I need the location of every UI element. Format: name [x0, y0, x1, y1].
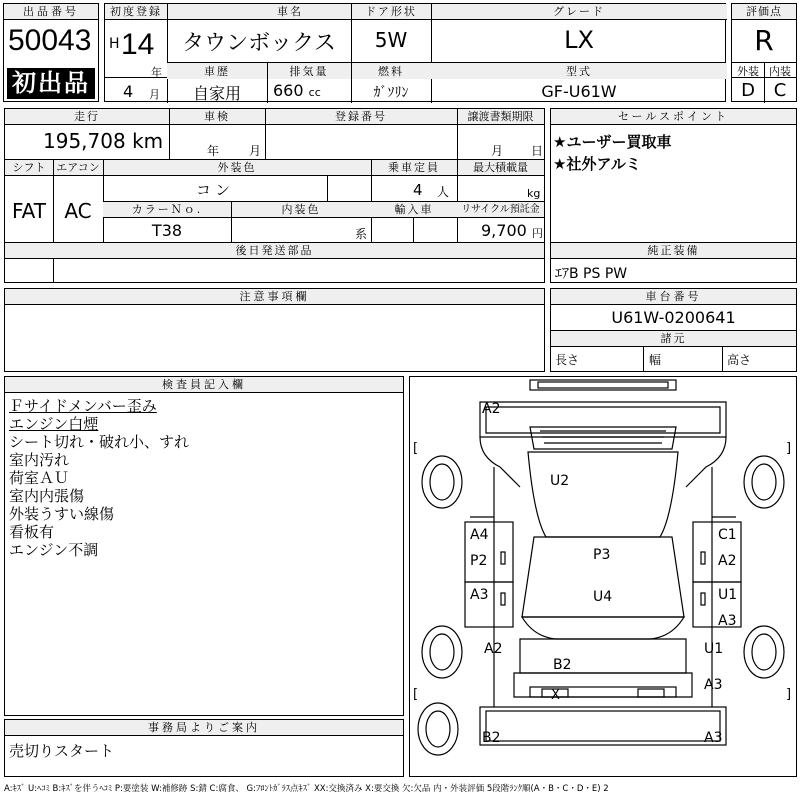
sales-item-1: ★ユーザー買取車	[553, 133, 672, 151]
capacity-label: 乗車定員	[371, 160, 457, 176]
transfer-day-unit: 日	[531, 144, 544, 158]
ac-label: エアコン	[53, 160, 103, 176]
shift-label: シフト	[5, 160, 53, 176]
color-value: コン	[195, 181, 234, 199]
reg-label: 初度登録	[105, 4, 167, 20]
chassis-number: U61W-0200641	[611, 308, 736, 327]
transfer-month-unit: 月	[491, 144, 504, 158]
shift-value: FAT	[11, 199, 46, 223]
mark-a3-front: A3	[704, 730, 723, 746]
sales-points	[550, 108, 797, 283]
mark-c1: C1	[718, 527, 737, 543]
reg-year-unit: 年	[151, 66, 162, 79]
inspector-line: Ｆサイドメンバー歪み	[9, 397, 157, 415]
displacement-value	[273, 81, 321, 100]
interior-color-label: 内装色	[231, 202, 371, 218]
mark-a2-rear: A2	[482, 401, 501, 417]
model-value: GF-U61W	[541, 82, 617, 101]
mileage-number: 195,708	[43, 129, 126, 153]
reg-era: H	[109, 36, 120, 52]
color-no-label: カラーＮｏ.	[103, 202, 231, 218]
inspector-box	[4, 376, 404, 716]
color-no-value: T38	[151, 221, 183, 240]
first-listing-badge: 初出品	[7, 68, 95, 99]
mileage-unit: km	[132, 129, 164, 153]
mileage-value	[43, 129, 163, 153]
chassis-label: 車台番号	[551, 289, 796, 305]
inspector-label: 検査員記入欄	[5, 377, 403, 393]
displacement-label: 排気量	[267, 63, 351, 79]
grade-label: グレード	[431, 4, 727, 20]
recycle-unit: 円	[532, 227, 543, 240]
office-text: 売切りスタート	[9, 742, 115, 760]
car-name-label: 車名	[167, 4, 413, 20]
int-grade-label: 内装	[769, 65, 791, 78]
inspection-year-unit: 年	[207, 144, 220, 158]
mark-u2: U2	[550, 473, 570, 489]
color-label: 外装色	[103, 160, 371, 176]
mark-a3-left: A3	[470, 587, 489, 603]
score-label: 評価点	[732, 4, 796, 20]
chassis-box	[550, 288, 797, 372]
mark-u1-lower: U1	[704, 641, 724, 657]
load-unit: kg	[527, 187, 541, 200]
recycle-value: 9,700	[481, 221, 527, 240]
score-cell	[731, 3, 797, 102]
later-parts-label: 後日発送部品	[5, 243, 544, 259]
bracket-right-top: ]	[786, 441, 792, 456]
ac-value: AC	[64, 199, 92, 223]
mark-a3-front-right: A3	[704, 677, 723, 693]
legend: A:ｷｽﾞ U:ﾍｺﾐ B:ｷｽﾞを伴うﾍｺﾐ P:要塗装 W:補修跡 S:錆 C:腐食、 G:ﾌﾛﾝﾄｶﾞﾗｽ点ｷｽﾞ XX:交換済み X:要交換 欠:欠品 内・外装評価 5段階ﾗﾝｸ順(A・B・C・D・E) 2	[4, 784, 609, 794]
inspector-line: 看板有	[9, 523, 55, 541]
history-label: 車歴	[167, 63, 267, 79]
inspector-line: エンジン白煙	[9, 415, 99, 433]
capacity-value: 4	[413, 181, 423, 199]
inspection-month-unit: 月	[249, 144, 262, 158]
bracket-left-top: [	[413, 441, 419, 456]
reg-month-unit: 月	[149, 88, 160, 101]
model-label: 型式	[431, 63, 727, 79]
interior-suffix: 系	[355, 227, 368, 241]
capacity-unit: 人	[437, 185, 450, 199]
caution-label: 注意事項欄	[5, 289, 544, 305]
mark-u1-right: U1	[718, 587, 738, 603]
ext-grade-label: 外装	[737, 65, 759, 78]
plate-label: 登録番号	[265, 109, 457, 125]
fuel-value: ｶﾞｿﾘﾝ	[373, 85, 409, 101]
mark-a4: A4	[470, 527, 489, 543]
score-value: R	[754, 24, 774, 57]
mark-p2: P2	[470, 553, 488, 569]
import-label: 輸入車	[371, 202, 457, 218]
transfer-label: 譲渡書類期限	[457, 109, 544, 125]
mark-a2-left: A2	[484, 641, 503, 657]
detail-table	[4, 108, 545, 283]
dims-label: 諸元	[551, 331, 796, 347]
equipment-value: ｴｱB PS PW	[555, 266, 628, 282]
lot-cell	[3, 3, 99, 102]
height-label: 高さ	[727, 353, 752, 367]
int-grade-value: C	[773, 80, 787, 101]
ext-grade-value: D	[741, 80, 755, 101]
inspector-line: 荷室ＡＵ	[9, 469, 70, 487]
sales-label: セールスポイント	[551, 109, 796, 125]
car-outline	[410, 377, 796, 776]
inspection-label: 車検	[169, 109, 265, 125]
office-label: 事務局よりご案内	[5, 720, 403, 736]
inspector-line: エンジン不調	[9, 541, 99, 559]
grade-value: LX	[564, 26, 594, 54]
mark-u4: U4	[593, 589, 613, 605]
header-table	[3, 3, 797, 102]
displacement-unit: cc	[308, 86, 321, 99]
inspector-line: 室内汚れ	[9, 451, 70, 469]
mark-p3: P3	[593, 547, 611, 563]
damage-diagram	[409, 376, 797, 777]
mark-b2-front: B2	[482, 730, 501, 746]
caution-box	[4, 288, 545, 372]
equipment-label: 純正装備	[551, 243, 796, 259]
reg-month: 4	[123, 82, 134, 101]
inspector-notes	[9, 397, 189, 559]
width-label: 幅	[649, 353, 662, 367]
history-value: 自家用	[192, 84, 241, 103]
reg-year: 14	[121, 28, 155, 61]
lot-number: 50043	[8, 24, 92, 57]
door-type: 5W	[374, 28, 408, 52]
inspector-line: 外装うすい線傷	[9, 505, 115, 523]
mark-a3-right: A3	[718, 613, 737, 629]
mark-b2-center: B2	[553, 657, 572, 673]
mileage-label: 走行	[5, 109, 169, 125]
inspector-line: 室内内張傷	[9, 487, 85, 505]
inspector-line: シート切れ・破れ小、すれ	[9, 433, 190, 451]
office-box	[4, 719, 404, 777]
bracket-right-bottom: ]	[786, 687, 792, 702]
car-name: タウンボックス	[182, 31, 336, 56]
mark-a2-right: A2	[718, 553, 737, 569]
door-label: ドア形状	[351, 4, 431, 20]
bracket-left-bottom: [	[413, 687, 419, 702]
load-label: 最大積載量	[457, 160, 544, 176]
displacement-number: 660	[273, 81, 304, 100]
vehicle-grid	[104, 3, 726, 102]
fuel-label: 燃料	[351, 63, 431, 79]
recycle-label: リサイクル預託金	[457, 202, 544, 218]
mark-x: X	[551, 688, 560, 703]
sales-item-2: ★社外アルミ	[553, 155, 641, 173]
length-label: 長さ	[555, 353, 580, 367]
lot-label: 出品番号	[4, 4, 98, 20]
